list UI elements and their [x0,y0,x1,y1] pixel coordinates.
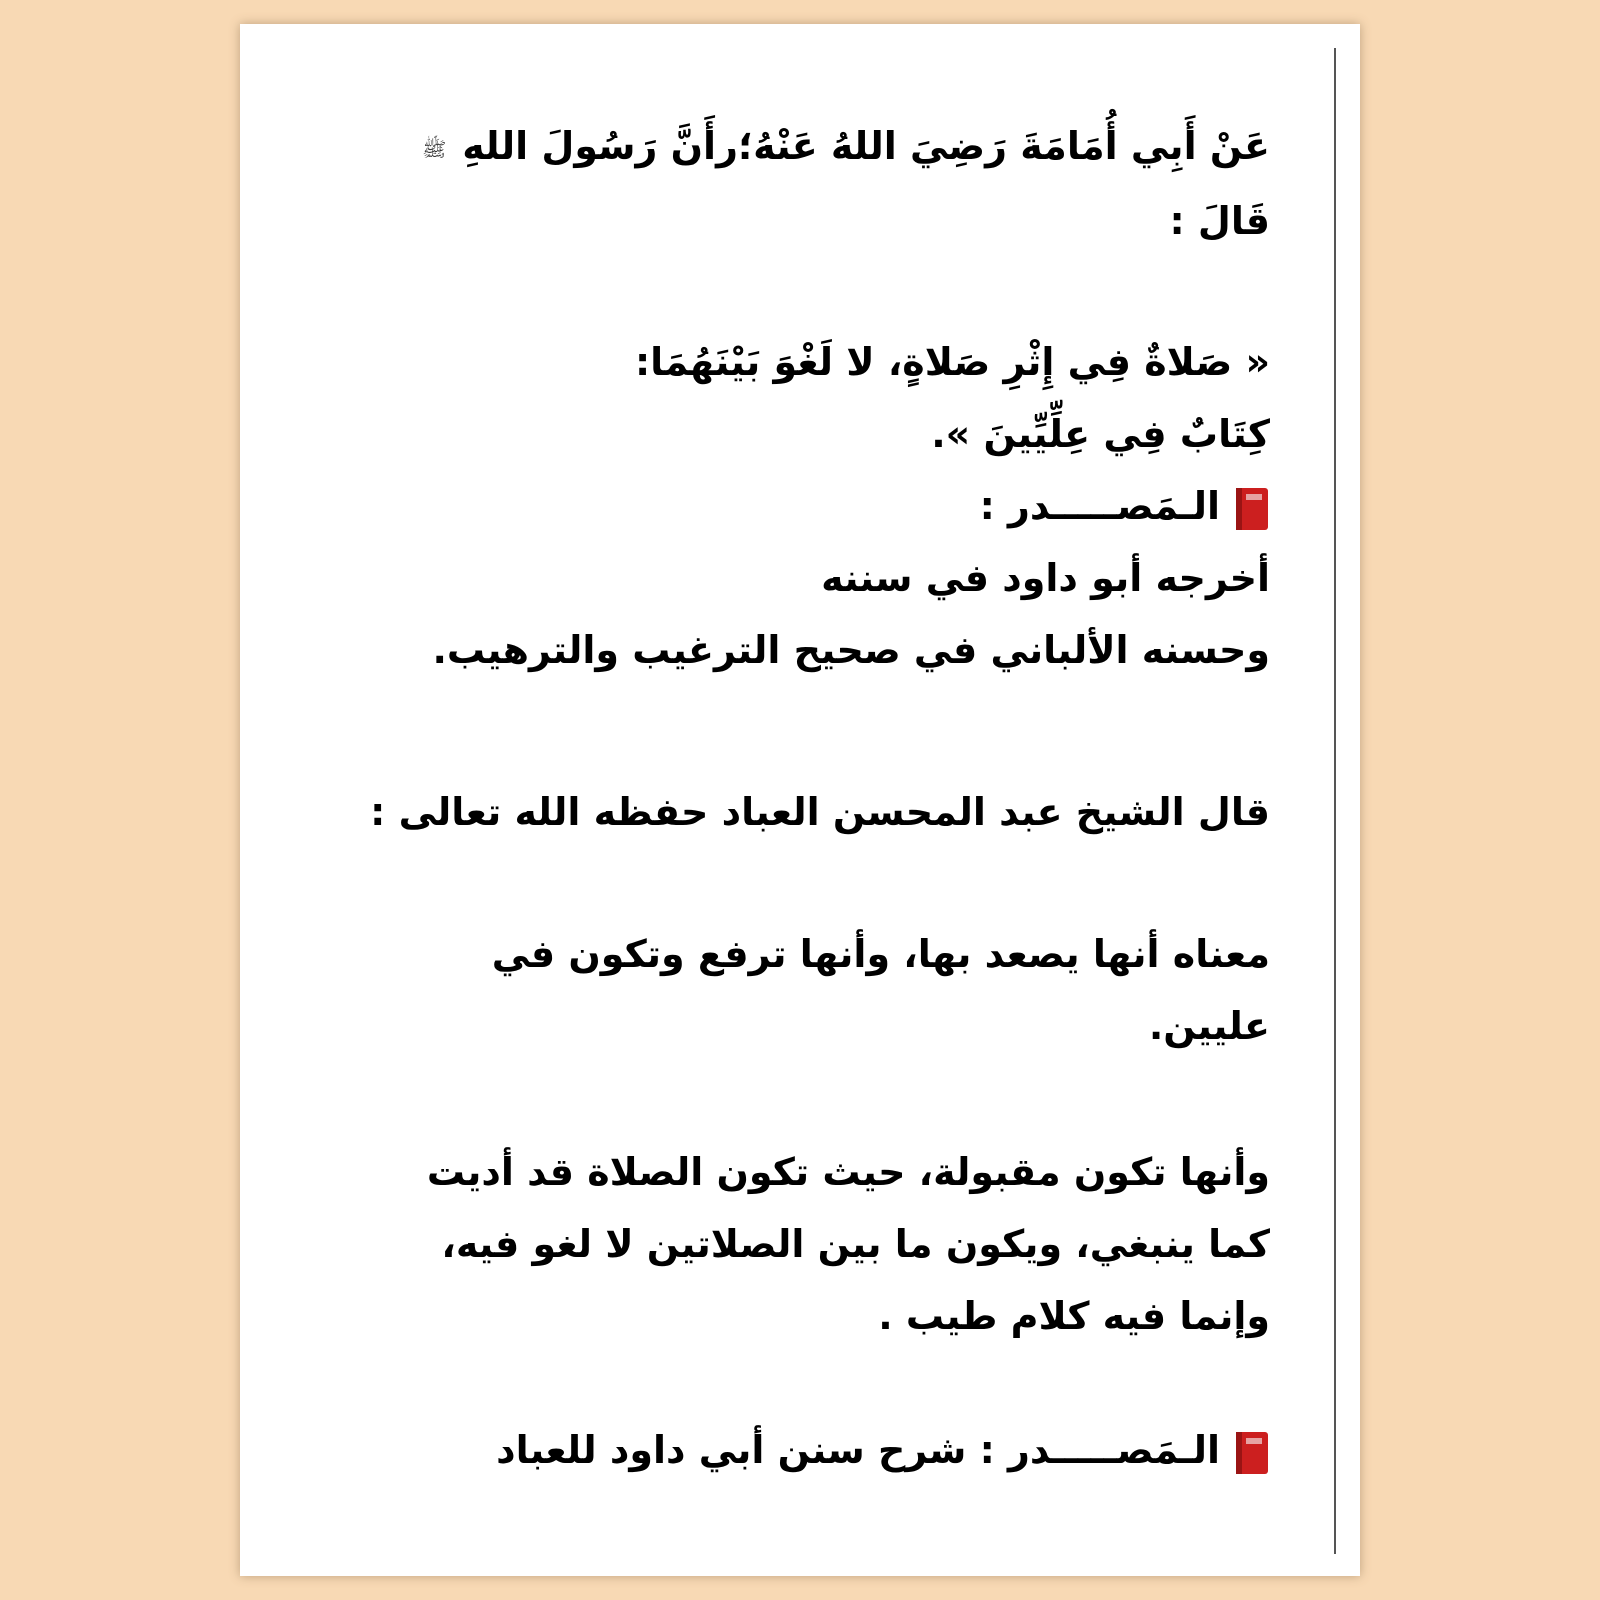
explanation-p1-line-1: معناه أنها يصعد بها، وأنها ترفع وتكون في [491,932,1270,976]
hadith-text-line-1: « صَلاةٌ فِي إِثْرِ صَلاةٍ، لا لَغْوَ بَيْنَهُمَا: [634,340,1270,384]
sheikh-intro [370,776,1270,848]
hadith-qal-line: قَالَ : [1169,198,1270,243]
explanation-paragraph-1 [492,918,1270,1062]
explanation-paragraph-2 [427,1136,1270,1352]
explanation-p2-line-2: كما ينبغي، ويكون ما بين الصلاتين لا لغو فيه، [441,1222,1270,1266]
footer-source-line [496,1414,1270,1486]
closed-red-book-icon [1234,486,1270,532]
hadith-intro [422,110,1270,257]
footer-source-text: الـمَصـــــدر : شرح سنن أبي داود للعباد [496,1428,1220,1472]
explanation-p2-line-3: وإنما فيه كلام طيب . [878,1294,1270,1338]
hadith-text-line-2: كِتَابٌ فِي عِلِّيِّينَ ». [931,412,1270,456]
hadith-text [432,326,1270,686]
margin-rule [1334,48,1336,1554]
footer-source [496,1414,1270,1486]
hadith-narrator-line [422,110,1270,185]
sheikh-intro-line: قال الشيخ عبد المحسن العباد حفظه الله تعالى : [370,790,1270,834]
source-label: الـمَصـــــدر : [979,484,1220,528]
explanation-p2-line-1: وأنها تكون مقبولة، حيث تكون الصلاة قد أديت [426,1150,1270,1194]
hadith-narrator-text: عَنْ أَبِي أُمَامَةَ رَضِيَ اللهُ عَنْهُ؛رأَنَّ رَسُولَ اللهِ [462,124,1270,168]
source-heading [432,470,1270,542]
source-line-2: وحسنه الألباني في صحيح الترغيب والترهيب. [432,628,1270,672]
saw-glyph: ﷺ [422,136,447,161]
closed-red-book-icon [1234,1430,1270,1476]
explanation-p1-line-2: عليين. [1148,1004,1270,1048]
source-line-1: أخرجه أبو داود في سننه [821,556,1270,600]
